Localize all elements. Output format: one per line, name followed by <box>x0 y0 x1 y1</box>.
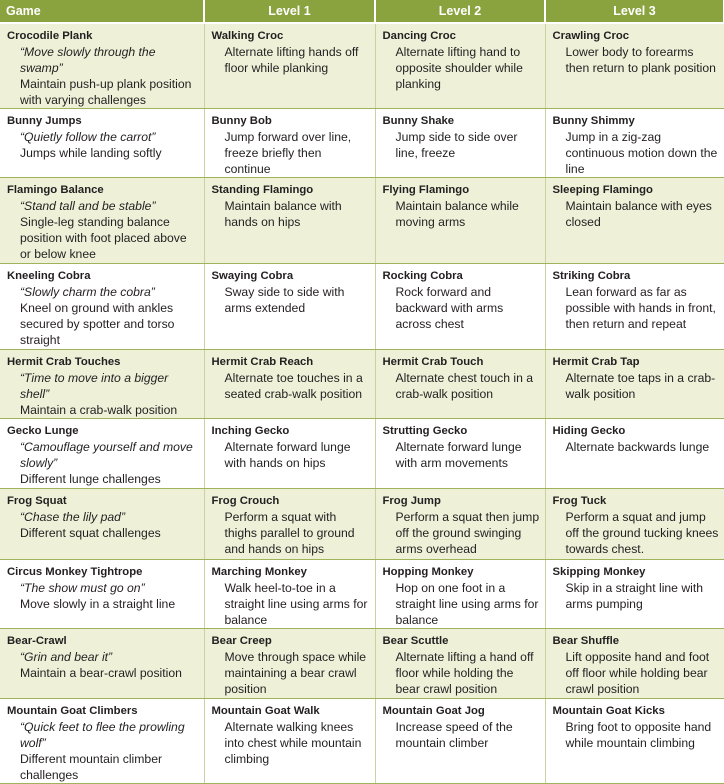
level-description: Sway side to side with arms extended <box>224 285 345 315</box>
level-cell <box>375 264 545 350</box>
level-cell <box>204 419 375 489</box>
game-quote: “Camouflage yourself and move slowly” <box>20 440 193 470</box>
level-name: Bear Scuttle <box>382 635 449 647</box>
table-body <box>0 23 724 784</box>
game-quote: “Quietly follow the carrot” <box>20 130 156 144</box>
game-description: Different mountain climber challenges <box>20 752 163 782</box>
level-name: Hermit Crab Touch <box>382 356 484 368</box>
table-row <box>0 350 724 419</box>
level-cell <box>375 23 545 109</box>
level-name: Walking Croc <box>211 30 284 42</box>
level-cell <box>545 699 724 784</box>
level-description: Lift opposite hand and foot off floor while holding bear crawl position <box>565 650 710 696</box>
game-cell <box>0 350 204 419</box>
game-description: Different squat challenges <box>20 526 161 540</box>
level-name: Marching Monkey <box>211 566 307 578</box>
level-cell <box>375 699 545 784</box>
game-quote: “Grin and bear it” <box>20 650 113 664</box>
game-description: Jumps while landing softly <box>20 146 162 160</box>
game-quote: “Time to move into a bigger shell” <box>20 371 169 401</box>
level-cell <box>204 109 375 178</box>
level-name: Bunny Shake <box>382 115 455 127</box>
level-cell <box>545 178 724 264</box>
level-name: Standing Flamingo <box>211 184 314 196</box>
game-cell <box>0 23 204 109</box>
game-quote: “Chase the lily pad” <box>20 510 125 524</box>
table-row <box>0 629 724 699</box>
game-name: Crocodile Plank <box>7 30 93 42</box>
level-cell <box>545 560 724 629</box>
level-description: Alternate forward lunge with arm movements <box>395 440 522 470</box>
level-description: Alternate forward lunge with hands on hips <box>224 440 351 470</box>
level-description: Hop on one foot in a straight line using arms for balance <box>395 581 539 627</box>
level-name: Crawling Croc <box>552 30 630 42</box>
table-row <box>0 699 724 784</box>
level-cell <box>375 419 545 489</box>
level-description: Alternate lifting hands off floor while planking <box>224 45 359 75</box>
level-cell <box>545 489 724 560</box>
level-name: Bunny Shimmy <box>552 115 635 127</box>
level-description: Alternate chest touch in a crab-walk position <box>395 371 534 401</box>
level-description: Skip in a straight line with arms pumping <box>565 581 704 611</box>
game-description: Maintain a crab-walk position <box>20 403 178 417</box>
level-cell <box>545 629 724 699</box>
game-quote: “The show must go on” <box>20 581 145 595</box>
game-cell <box>0 264 204 350</box>
game-name: Kneeling Cobra <box>7 270 91 282</box>
level-name: Striking Cobra <box>552 270 631 282</box>
game-cell <box>0 560 204 629</box>
level-description: Move through space while maintaining a bear crawl position <box>224 650 367 696</box>
level-name: Strutting Gecko <box>382 425 468 437</box>
header-level-2: Level 2 <box>375 0 545 23</box>
level-name: Swaying Cobra <box>211 270 294 282</box>
level-cell <box>375 350 545 419</box>
level-description: Walk heel-to-toe in a straight line using arms for balance <box>224 581 368 627</box>
level-cell <box>204 629 375 699</box>
game-quote: “Slowly charm the cobra” <box>20 285 155 299</box>
game-description: Different lunge challenges <box>20 472 161 486</box>
level-name: Frog Tuck <box>552 495 607 507</box>
level-description: Maintain balance with hands on hips <box>224 199 342 229</box>
level-name: Mountain Goat Jog <box>382 705 485 717</box>
table-row <box>0 23 724 109</box>
level-name: Hermit Crab Tap <box>552 356 640 368</box>
level-name: Inching Gecko <box>211 425 290 437</box>
level-name: Frog Jump <box>382 495 441 507</box>
level-cell <box>204 489 375 560</box>
game-cell <box>0 178 204 264</box>
level-cell <box>545 350 724 419</box>
game-name: Bear-Crawl <box>7 635 67 647</box>
level-description: Lean forward as far as possible with hands in front, then return and repeat <box>565 285 716 331</box>
level-description: Alternate lifting hand to opposite shoulder while planking <box>395 45 523 91</box>
header-level-1: Level 1 <box>204 0 375 23</box>
level-cell <box>204 699 375 784</box>
level-name: Mountain Goat Walk <box>211 705 320 717</box>
game-description: Move slowly in a straight line <box>20 597 176 611</box>
level-description: Jump side to side over line, freeze <box>395 130 518 160</box>
level-cell <box>375 560 545 629</box>
level-description: Alternate backwards lunge <box>565 440 710 454</box>
level-cell <box>204 178 375 264</box>
level-cell <box>375 109 545 178</box>
game-name: Hermit Crab Touches <box>7 356 121 368</box>
game-quote: “Move slowly through the swamp” <box>20 45 156 75</box>
level-description: Alternate toe touches in a seated crab-walk position <box>224 371 363 401</box>
level-description: Alternate lifting a hand off floor while holding the bear crawl position <box>395 650 534 696</box>
level-description: Lower body to forearms then return to plank position <box>565 45 716 75</box>
game-quote: “Stand tall and be stable” <box>20 199 156 213</box>
level-name: Bear Shuffle <box>552 635 620 647</box>
table-row <box>0 178 724 264</box>
header-level-3: Level 3 <box>545 0 724 23</box>
level-cell <box>375 178 545 264</box>
table-row <box>0 109 724 178</box>
level-name: Frog Crouch <box>211 495 280 507</box>
level-name: Flying Flamingo <box>382 184 470 196</box>
level-cell <box>545 23 724 109</box>
level-description: Jump forward over line, freeze briefly then continue <box>224 130 352 176</box>
level-description: Alternate walking knees into chest while mountain climbing <box>224 720 362 766</box>
level-cell <box>204 350 375 419</box>
game-cell <box>0 699 204 784</box>
game-quote: “Quick feet to flee the prowling wolf” <box>20 720 185 750</box>
game-description: Maintain push-up plank position with varying challenges <box>20 77 192 107</box>
game-description: Single-leg standing balance position with foot placed above or below knee <box>20 215 187 261</box>
level-name: Dancing Croc <box>382 30 456 42</box>
game-name: Gecko Lunge <box>7 425 79 437</box>
game-name: Circus Monkey Tightrope <box>7 566 143 578</box>
game-description: Kneel on ground with ankles secured by spotter and torso straight <box>20 301 175 347</box>
level-description: Increase speed of the mountain climber <box>395 720 513 750</box>
level-cell <box>375 629 545 699</box>
table-row <box>0 419 724 489</box>
level-description: Bring foot to opposite hand while mountain climbing <box>565 720 712 750</box>
level-description: Maintain balance while moving arms <box>395 199 519 229</box>
level-name: Sleeping Flamingo <box>552 184 653 196</box>
level-name: Bear Creep <box>211 635 272 647</box>
level-cell <box>375 489 545 560</box>
level-description: Jump in a zig-zag continuous motion down the line <box>565 130 718 176</box>
level-name: Hopping Monkey <box>382 566 474 578</box>
header-game: Game <box>0 0 204 23</box>
level-description: Perform a squat then jump off the ground swinging arms overhead <box>395 510 540 556</box>
game-description: Maintain a bear-crawl position <box>20 666 182 680</box>
game-name: Bunny Jumps <box>7 115 82 127</box>
game-cell <box>0 629 204 699</box>
level-description: Rock forward and backward with arms across chest <box>395 285 504 331</box>
game-cell <box>0 489 204 560</box>
level-cell <box>545 109 724 178</box>
level-cell <box>545 264 724 350</box>
level-name: Hiding Gecko <box>552 425 626 437</box>
level-cell <box>204 264 375 350</box>
level-cell <box>204 23 375 109</box>
game-cell <box>0 109 204 178</box>
level-description: Alternate toe taps in a crab-walk position <box>565 371 716 401</box>
level-name: Bunny Bob <box>211 115 272 127</box>
table-row <box>0 489 724 560</box>
level-description: Perform a squat with thighs parallel to ground and hands on hips <box>224 510 355 556</box>
header-row <box>0 0 724 23</box>
level-cell <box>204 560 375 629</box>
level-description: Perform a squat and jump off the ground tucking knees towards chest. <box>565 510 719 556</box>
level-name: Skipping Monkey <box>552 566 646 578</box>
level-name: Hermit Crab Reach <box>211 356 314 368</box>
table-row <box>0 264 724 350</box>
level-cell <box>545 419 724 489</box>
level-name: Rocking Cobra <box>382 270 463 282</box>
game-name: Flamingo Balance <box>7 184 104 196</box>
game-name: Frog Squat <box>7 495 67 507</box>
table-row <box>0 560 724 629</box>
game-name: Mountain Goat Climbers <box>7 705 138 717</box>
level-description: Maintain balance with eyes closed <box>565 199 712 229</box>
game-cell <box>0 419 204 489</box>
level-name: Mountain Goat Kicks <box>552 705 665 717</box>
